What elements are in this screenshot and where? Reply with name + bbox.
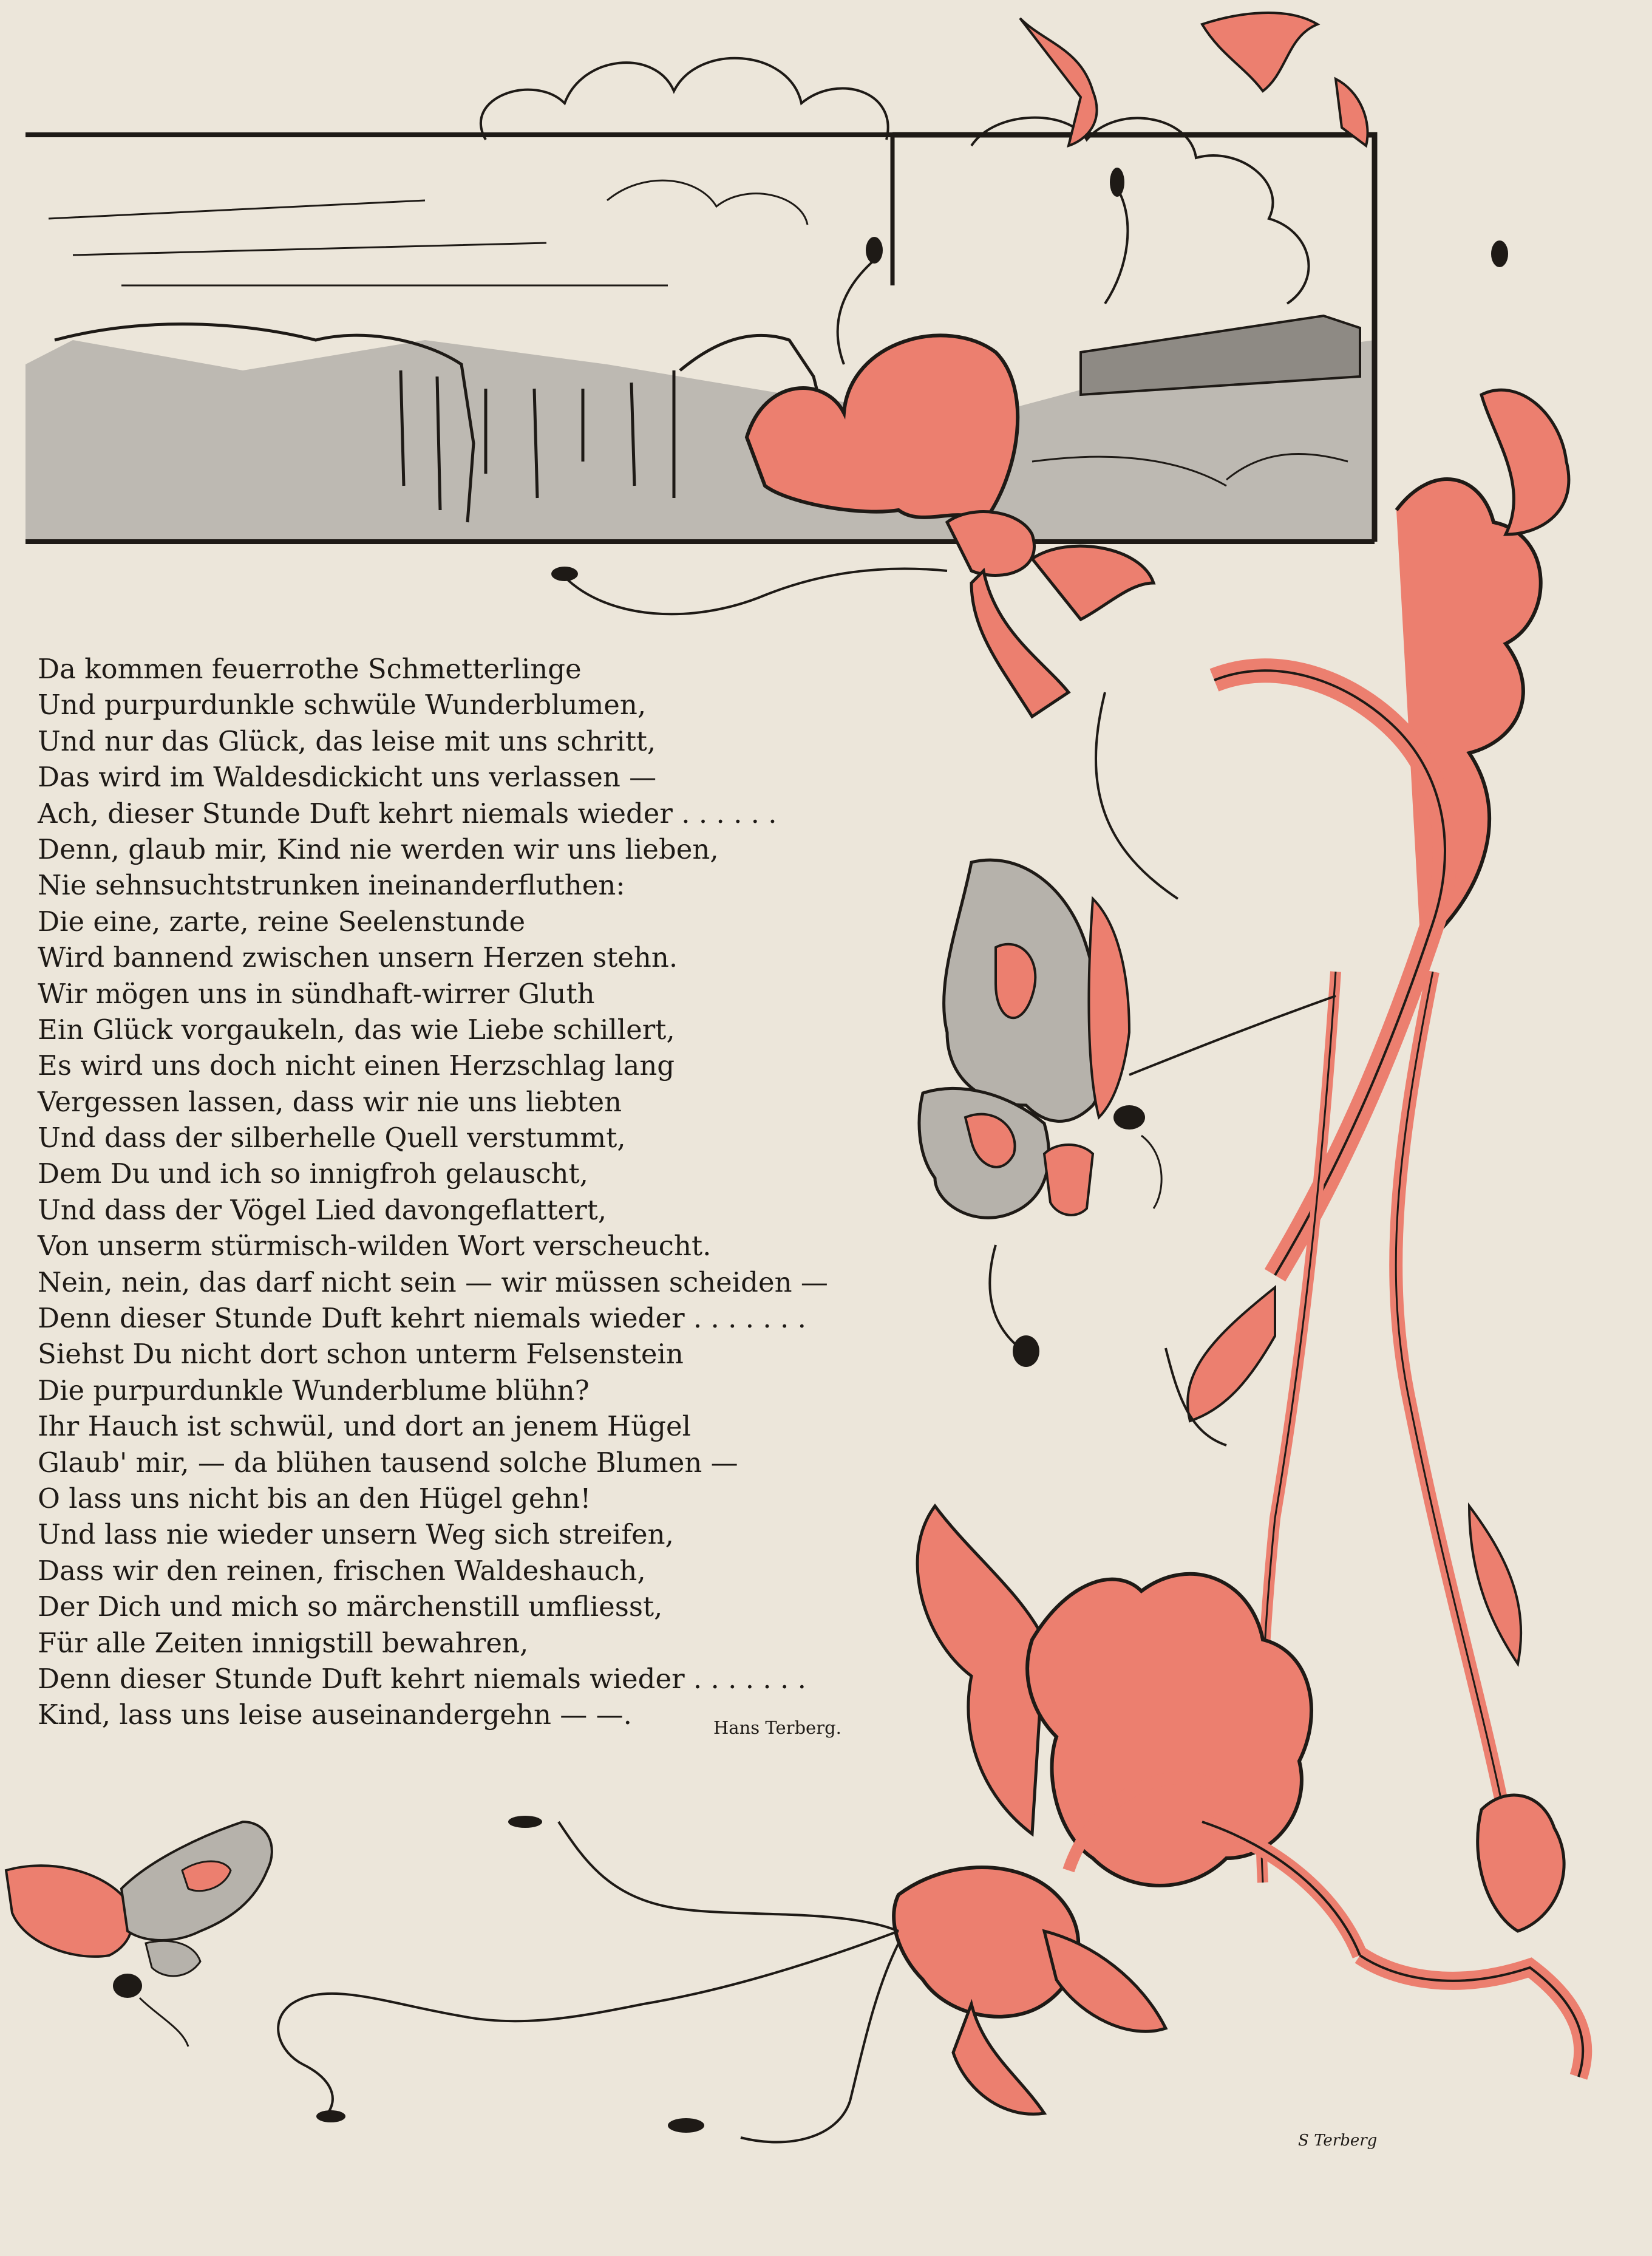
artist-signature: S Terberg [1298,2132,1378,2150]
poem-line: Dem Du und ich so innigfroh gelauscht, [38,1157,588,1190]
poem-line: Die purpurdunkle Wunderblume blühn? [38,1374,590,1406]
poem-line: O lass uns nicht bis an den Hügel gehn! [38,1482,591,1515]
poem-line: Dass wir den reinen, frischen Waldeshauch, [38,1554,646,1587]
poem-line: Für alle Zeiten innigstill bewahren, [38,1626,529,1659]
poem-line: Und dass der silberhelle Quell verstummt, [38,1122,626,1154]
poem-line: Und dass der Vögel Lied davongeflattert, [38,1193,607,1226]
butterfly-left [6,1822,272,2046]
poem-line: Denn dieser Stunde Duft kehrt niemals wieder . . . . . . . [38,1302,806,1335]
poem-line: Ein Glück vorgaukeln, das wie Liebe schillert, [38,1013,675,1046]
poem-line: Vergessen lassen, dass wir nie uns liebten [38,1085,622,1118]
poem-line: Da kommen feuerrothe Schmetterlinge [38,653,582,685]
poem-author: Hans Terberg. [713,1717,841,1738]
poem-line: Denn, glaub mir, Kind nie werden wir uns lieben, [38,833,719,865]
poem-line: Und purpurdunkle schwüle Wunderblumen, [38,689,647,721]
poem-line: Ach, dieser Stunde Duft kehrt niemals wieder . . . . . . [38,797,777,830]
butterfly-right [919,860,1161,1218]
landscape-vignette [25,58,1375,542]
poem-line: Und lass nie wieder unsern Weg sich streifen, [38,1518,674,1551]
poem-line: Kind, lass uns leise auseinandergehn — —. [38,1699,632,1731]
poem-line: Und nur das Glück, das leise mit uns schritt, [38,724,656,757]
poem-line: Von unserm stürmisch-wilden Wort verscheucht. [38,1230,712,1263]
poem-line: Wir mögen uns in sündhaft-wirrer Gluth [38,977,595,1010]
poem [38,651,875,1733]
poem-line: Siehst Du nicht dort schon unterm Felsenstein [38,1338,684,1371]
poem-line: Der Dich und mich so märchenstill umfliesst, [38,1590,663,1623]
poem-line: Das wird im Waldesdickicht uns verlassen — [38,761,657,794]
poem-line: Nein, nein, das darf nicht sein — wir müssen scheiden — [38,1266,828,1298]
poem-line: Die eine, zarte, reine Seelenstunde [38,905,526,938]
poem-line: Ihr Hauch ist schwül, und dort an jenem Hügel [38,1410,691,1443]
poem-line: Denn dieser Stunde Duft kehrt niemals wieder . . . . . . . [38,1662,806,1695]
poem-line: Wird bannend zwischen unsern Herzen stehn. [38,941,678,974]
poem-line: Glaub' mir, — da blühen tausend solche Blumen — [38,1446,738,1479]
poem-line: Nie sehnsuchtstrunken ineinanderfluthen: [38,869,625,902]
poem-line: Es wird uns doch nicht einen Herzschlag lang [38,1049,675,1082]
